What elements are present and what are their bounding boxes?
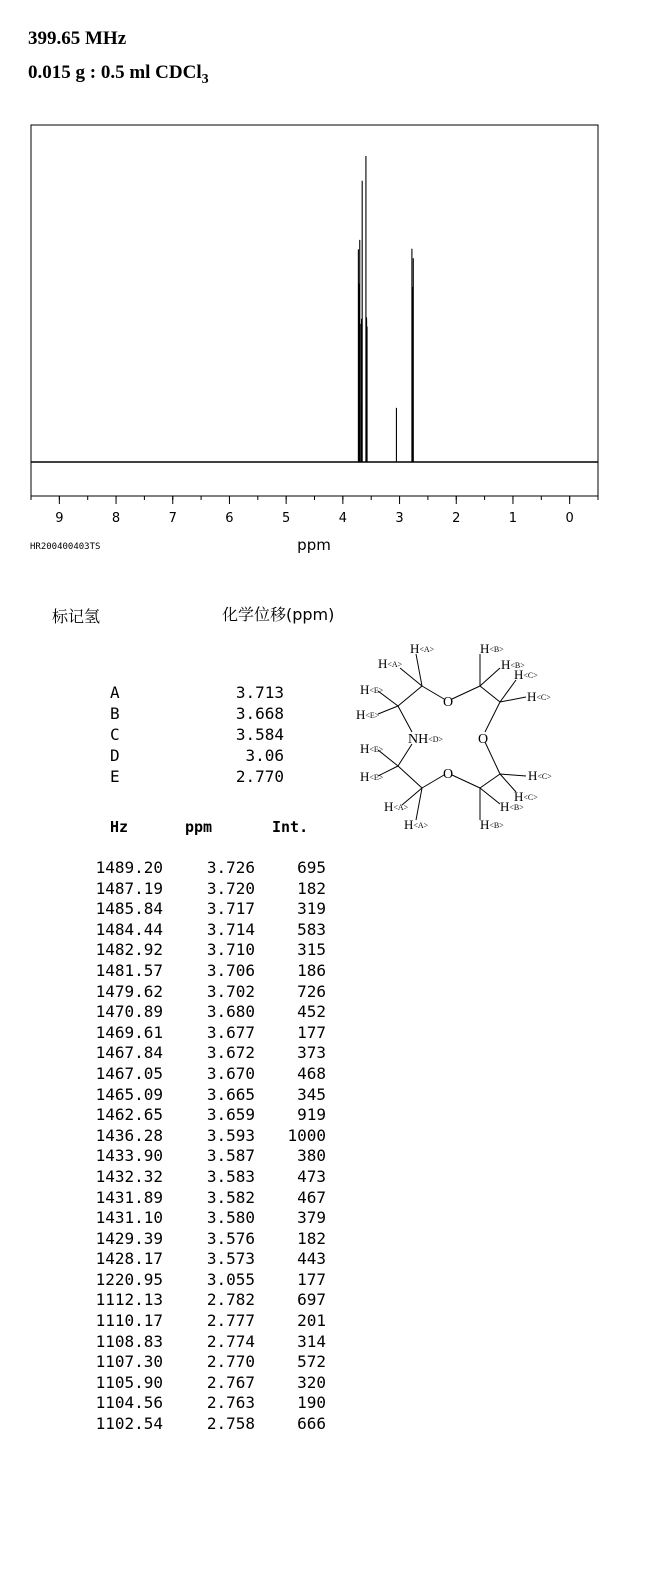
peak-row — [80, 1311, 340, 1332]
bond — [398, 706, 412, 732]
assignment-shift: 2.770 — [235, 767, 284, 786]
peak-cell: 379 — [297, 1208, 326, 1228]
peak-row — [80, 1085, 340, 1106]
plot-frame — [31, 125, 598, 496]
oxygen-atom: O — [443, 767, 454, 782]
assignment-shift-header: 化学位移(ppm) — [222, 605, 335, 624]
hydrogen-label: H<A> — [404, 817, 429, 832]
peak-cell: 345 — [297, 1084, 326, 1104]
hydrogen-label: H<E> — [360, 741, 384, 756]
peak-cell: 468 — [297, 1063, 326, 1083]
peak-cell: 3.665 — [206, 1084, 255, 1104]
peak-cell: 3.580 — [206, 1208, 255, 1228]
tick-labels — [55, 511, 574, 526]
hydrogen-label: H<B> — [480, 817, 504, 832]
peak-row — [80, 1290, 340, 1311]
assignment-label: E — [110, 767, 120, 786]
peak-cell: 726 — [297, 981, 326, 1001]
peak-cell: 3.710 — [206, 940, 255, 960]
hydrogen-label: H<C> — [514, 789, 538, 804]
peak-cell: 1467.05 — [95, 1063, 163, 1083]
peak-cell: 1110.17 — [95, 1311, 163, 1331]
peak-cell: 443 — [297, 1249, 326, 1269]
peak-cell: 2.770 — [206, 1352, 255, 1372]
bond — [452, 775, 480, 788]
peak-cell: 583 — [297, 919, 326, 939]
peak-cell: 1465.09 — [95, 1084, 163, 1104]
peak-cell: 1467.84 — [95, 1043, 163, 1063]
peak-cell: 320 — [297, 1372, 326, 1392]
bond — [422, 686, 444, 699]
hydrogen-label: H<A> — [384, 799, 409, 814]
peak-cell: 1432.32 — [95, 1166, 163, 1186]
tick-label: 6 — [225, 511, 234, 526]
peak-cell: 1429.39 — [95, 1228, 163, 1248]
assignment-shift: 3.668 — [235, 704, 284, 723]
peak-cell: 2.782 — [206, 1290, 255, 1310]
peak-row — [80, 1373, 340, 1394]
hydrogen-label: H<E> — [356, 707, 380, 722]
peak-cell: 2.777 — [206, 1311, 255, 1331]
peak-cell: 1428.17 — [95, 1249, 163, 1269]
assignment-label: A — [110, 683, 120, 702]
peak-cell: 315 — [297, 940, 326, 960]
peak-cell: 1479.62 — [95, 981, 163, 1001]
tick-label: 1 — [508, 511, 518, 526]
peak-cell: 1000 — [287, 1125, 326, 1145]
peak-row — [80, 920, 340, 941]
hydrogen-label: H<C> — [528, 768, 552, 783]
peak-cell: 319 — [297, 899, 326, 919]
peak-row — [80, 961, 340, 982]
peak-row — [80, 1249, 340, 1270]
peak-cell: 314 — [297, 1331, 326, 1351]
peak-cell: 1433.90 — [95, 1146, 163, 1166]
assignment-shift: 3.584 — [235, 725, 284, 744]
peak-cell: 1462.65 — [95, 1105, 163, 1125]
peak-cell: 201 — [297, 1311, 326, 1331]
peak-cell: 1436.28 — [95, 1125, 163, 1145]
spectrum-code: HR200400403TS — [30, 542, 101, 552]
peak-header-cell: Hz — [110, 818, 129, 836]
peak-cell: 3.659 — [206, 1105, 255, 1125]
peak-cell: 177 — [297, 1269, 326, 1289]
peak-cell: 3.583 — [206, 1166, 255, 1186]
peak-cell: 467 — [297, 1187, 326, 1207]
peak-row — [80, 982, 340, 1003]
peak-header-cell: ppm — [185, 818, 213, 836]
assignment-label-header: 标记氢 — [52, 607, 101, 626]
peak-cell: 186 — [297, 960, 326, 980]
bond — [398, 744, 412, 766]
peak-cell: 1482.92 — [95, 940, 163, 960]
peak-cell: 177 — [297, 1022, 326, 1042]
oxygen-atom: O — [443, 695, 454, 710]
assignment-label: B — [110, 704, 120, 723]
peak-cell: 3.576 — [206, 1228, 255, 1248]
hydrogen-label: H<B> — [501, 657, 525, 672]
bond — [398, 766, 422, 788]
peak-cell: 697 — [297, 1290, 326, 1310]
peak-cell: 666 — [297, 1414, 326, 1434]
peak-cell: 1484.44 — [95, 919, 163, 939]
bond — [500, 697, 526, 702]
hydrogen-label: H<E> — [360, 682, 384, 697]
peak-cell: 3.680 — [206, 1002, 255, 1022]
bond — [480, 774, 500, 788]
peak-cell: 3.720 — [206, 878, 255, 898]
peak-cell: 919 — [297, 1105, 326, 1125]
hydrogen-label: H<A> — [410, 641, 435, 656]
peak-cell: 3.055 — [206, 1269, 255, 1289]
peak-row — [80, 1208, 340, 1229]
peak-cell: 1469.61 — [95, 1022, 163, 1042]
peak-cell: 373 — [297, 1043, 326, 1063]
hydrogen-label: H<A> — [378, 656, 403, 671]
bond — [500, 774, 526, 776]
peak-cell: 1431.10 — [95, 1208, 163, 1228]
peak-cell: 3.670 — [206, 1063, 255, 1083]
peak-cell: 380 — [297, 1146, 326, 1166]
peak-cell: 1104.56 — [95, 1393, 163, 1413]
bond — [378, 706, 398, 714]
assignment-row — [110, 745, 290, 766]
peak-row — [80, 1270, 340, 1291]
peak-cell: 3.717 — [206, 899, 255, 919]
peak-cell: 695 — [297, 858, 326, 877]
assignment-row — [110, 766, 290, 787]
peak-row — [80, 1146, 340, 1167]
assignment-table — [110, 682, 290, 787]
peak-cell: 190 — [297, 1393, 326, 1413]
bond — [480, 788, 500, 804]
peak-cell: 1108.83 — [95, 1331, 163, 1351]
peak-row — [80, 1023, 340, 1044]
hydrogen-label: H<C> — [514, 667, 538, 682]
peak-cell: 572 — [297, 1352, 326, 1372]
peak-cell: 3.587 — [206, 1146, 255, 1166]
peak-header-cell: Int. — [272, 818, 309, 836]
tick-label: 3 — [395, 511, 404, 526]
hydrogen-label: H<B> — [500, 799, 524, 814]
peak-cell: 2.767 — [206, 1372, 255, 1392]
peak-cell: 1112.13 — [95, 1290, 163, 1310]
bond — [480, 668, 500, 686]
peak-cell: 3.677 — [206, 1022, 255, 1042]
peak-table — [80, 858, 340, 1435]
peak-row — [80, 899, 340, 920]
assignment-label: C — [110, 725, 120, 744]
peak-row — [80, 1126, 340, 1147]
peak-row — [80, 1393, 340, 1414]
peak-cell: 1470.89 — [95, 1002, 163, 1022]
tick-label: 4 — [338, 511, 347, 526]
peak-cell: 1489.20 — [95, 858, 163, 877]
peak-cell: 2.763 — [206, 1393, 255, 1413]
peak-cell: 1105.90 — [95, 1372, 163, 1392]
peak-cell: 473 — [297, 1166, 326, 1186]
spectrometer-frequency: 399.65 MHz — [28, 28, 127, 49]
peak-cell: 1487.19 — [95, 878, 163, 898]
hydrogen-label: H<E> — [360, 769, 384, 784]
assignment-shift: 3.713 — [235, 683, 284, 702]
peak-cell: 1102.54 — [95, 1414, 163, 1434]
peak-cell: 3.582 — [206, 1187, 255, 1207]
peak-cell: 2.774 — [206, 1331, 255, 1351]
peak-cell: 3.702 — [206, 981, 255, 1001]
peak-row — [80, 879, 340, 900]
tick-label: 7 — [168, 511, 177, 526]
bond — [480, 686, 500, 702]
peak-row — [80, 1229, 340, 1250]
nmr-spectrum-chart — [0, 120, 652, 560]
peak-row — [80, 1352, 340, 1373]
bond — [485, 702, 500, 732]
peak-row — [80, 1167, 340, 1188]
peak-cell: 182 — [297, 1228, 326, 1248]
peak-row — [80, 940, 340, 961]
nh-group: NH<D> — [408, 732, 444, 747]
peak-row — [80, 1414, 340, 1435]
peak-cell: 1485.84 — [95, 899, 163, 919]
peak-row — [80, 1064, 340, 1085]
bond — [422, 775, 444, 788]
peak-cell: 3.672 — [206, 1043, 255, 1063]
peak-cell: 182 — [297, 878, 326, 898]
sample-subscript: 3 — [201, 71, 209, 87]
peak-row — [80, 858, 340, 879]
tick-label: 8 — [111, 511, 121, 526]
bond — [452, 686, 480, 699]
tick-label: 0 — [565, 511, 574, 526]
x-axis-label: ppm — [297, 536, 331, 554]
peak-cell: 1107.30 — [95, 1352, 163, 1372]
peak-cell: 2.758 — [206, 1414, 255, 1434]
assignment-label: D — [110, 746, 120, 765]
peak-cell: 3.573 — [206, 1249, 255, 1269]
molecule-group — [356, 641, 552, 832]
oxygen-atom: O — [478, 732, 489, 747]
peak-cell: 3.714 — [206, 919, 255, 939]
peak-cell: 452 — [297, 1002, 326, 1022]
tick-label: 5 — [282, 511, 291, 526]
peak-cell: 1220.95 — [95, 1269, 163, 1289]
bond — [500, 680, 516, 702]
peak-cell: 1431.89 — [95, 1187, 163, 1207]
hydrogen-label: H<B> — [480, 641, 504, 656]
assignment-row — [110, 724, 290, 745]
peak-cell: 1481.57 — [95, 960, 163, 980]
tick-label: 9 — [55, 511, 64, 526]
peak-cell: 3.593 — [206, 1125, 255, 1145]
peak-row — [80, 1188, 340, 1209]
bond — [398, 686, 422, 706]
assignment-shift: 3.06 — [245, 746, 284, 765]
peak-cell: 3.726 — [206, 858, 255, 877]
peak-row — [80, 1105, 340, 1126]
peak-cell: 3.706 — [206, 960, 255, 980]
peak-row — [80, 1043, 340, 1064]
assignment-row — [110, 682, 290, 703]
peak-row — [80, 1332, 340, 1353]
hydrogen-label: H<C> — [527, 689, 551, 704]
molecule-structure — [352, 636, 592, 836]
peak-lines — [358, 156, 413, 462]
sample-concentration — [28, 62, 209, 88]
assignment-row — [110, 703, 290, 724]
sample-text: 0.015 g : 0.5 ml CDCl — [28, 62, 202, 83]
peak-row — [80, 1002, 340, 1023]
tick-label: 2 — [452, 511, 461, 526]
